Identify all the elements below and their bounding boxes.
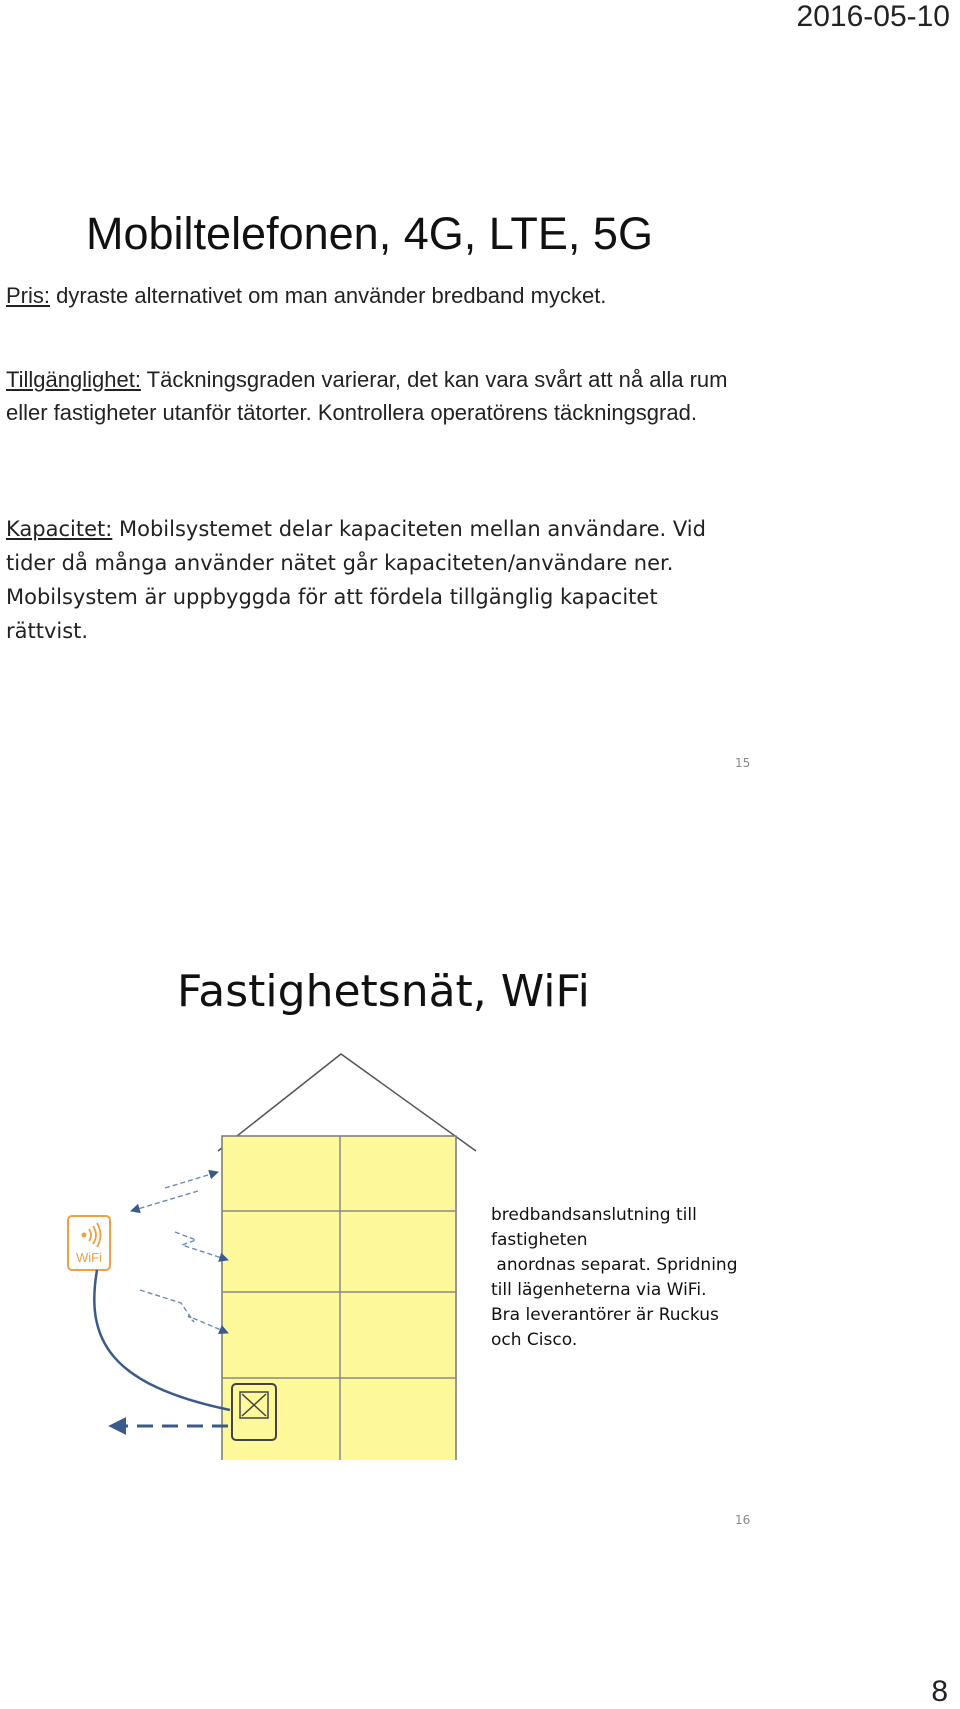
wifi-icon [68,1216,110,1270]
slide1-page-number: 15 [735,756,751,770]
text-kapacitet: Mobilsystemet delar kapaciteten mellan användare. Vid tider då många använder nätet går kapaciteten/användare ner. Mobilsystem är uppbyggda för att fördela tillgänglig kapacitet rättvist. [6,517,706,643]
wifi-label: WiFi [76,1250,102,1265]
text-pris: dyraste alternativet om man använder bredband mycket. [56,283,607,308]
wireless-signals [131,1172,228,1333]
paragraph-pris [6,279,746,312]
slide2-title: Fastighetsnät, WiFi [177,966,590,1017]
note-line: anordnas separat. Spridning [491,1255,738,1275]
slide2-page-number: 16 [735,1513,751,1527]
text-tillganglighet: Täckningsgraden varierar, det kan vara svårt att nå alla rum eller fastigheter utanför tätorter. Kontrollera operatörens täckningsgrad. [6,367,728,425]
note-line: bredbandsanslutning till [491,1205,697,1225]
date-header: 2016-05-10 [796,0,950,33]
router-icon [232,1384,276,1440]
label-tillganglighet: Tillgänglighet: [6,367,141,392]
label-pris: Pris: [6,283,50,308]
note-line: fastigheten [491,1230,588,1250]
label-kapacitet: Kapacitet: [6,517,113,541]
note-line: och Cisco. [491,1330,578,1350]
slide1-title: Mobiltelefonen, 4G, LTE, 5G [86,208,653,259]
note-line: Bra leverantörer är Ruckus [491,1305,719,1325]
building-diagram [0,1040,960,1460]
note-line: till lägenheterna via WiFi. [491,1280,707,1300]
paragraph-kapacitet [6,512,726,648]
paragraph-tillganglighet [6,363,736,429]
wifi-note [491,1203,751,1353]
sheet-page-number: 8 [931,1675,948,1708]
cable [94,1270,230,1410]
